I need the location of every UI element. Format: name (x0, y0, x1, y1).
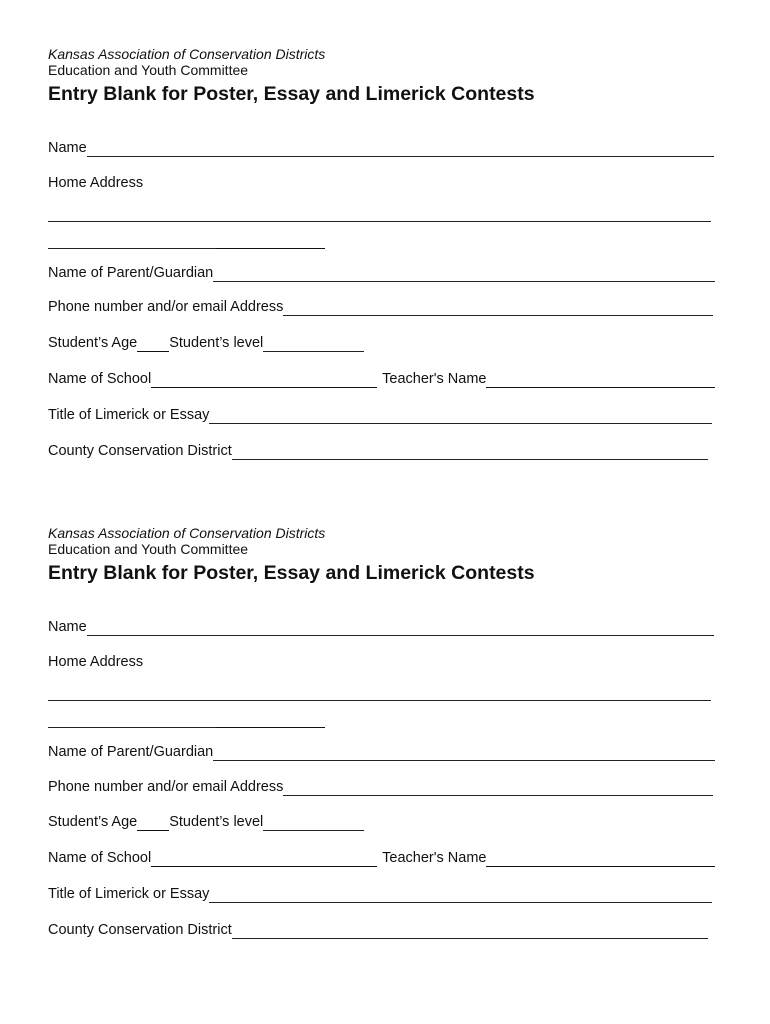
title-row (48, 886, 712, 903)
school-label: Name of School (48, 371, 152, 387)
teacher-label: Teacher's Name (382, 850, 487, 866)
age-field[interactable] (137, 338, 169, 352)
teacher-label: Teacher's Name (382, 371, 487, 387)
school-teacher-row (48, 850, 715, 867)
organization-name: Kansas Association of Conservation Districts (48, 46, 326, 62)
address-line-1-row (48, 205, 711, 222)
level-field[interactable] (263, 338, 364, 352)
committee-name: Education and Youth Committee (48, 62, 249, 78)
age-label: Student’s Age (48, 814, 138, 830)
age-label: Student’s Age (48, 335, 138, 351)
phone-label: Phone number and/or email Address (48, 299, 284, 315)
teacher-field[interactable] (486, 853, 715, 867)
home-address-row (48, 175, 143, 192)
address-line-2-extension[interactable] (216, 235, 325, 249)
limerick-title-label: Title of Limerick or Essay (48, 407, 210, 423)
form-title: Entry Blank for Poster, Essay and Limerick Contests (48, 83, 535, 105)
phone-label: Phone number and/or email Address (48, 779, 284, 795)
phone-field[interactable] (283, 302, 713, 316)
phone-row (48, 779, 713, 796)
teacher-field[interactable] (486, 374, 715, 388)
name-field[interactable] (87, 143, 714, 157)
level-label: Student’s level (169, 335, 264, 351)
parent-field[interactable] (213, 268, 715, 282)
level-label: Student’s level (169, 814, 264, 830)
phone-field[interactable] (283, 782, 713, 796)
name-label: Name (48, 140, 87, 156)
limerick-title-label: Title of Limerick or Essay (48, 886, 210, 902)
address-line-2-field[interactable] (48, 714, 216, 728)
address-line-1-field[interactable] (48, 208, 711, 222)
address-line-1-row (48, 684, 711, 701)
county-label: County Conservation District (48, 443, 232, 459)
school-field[interactable] (151, 374, 377, 388)
limerick-title-field[interactable] (209, 410, 712, 424)
name-field[interactable] (87, 622, 714, 636)
home-address-label: Home Address (48, 654, 144, 670)
age-level-row (48, 814, 364, 831)
county-row (48, 443, 708, 460)
limerick-title-field[interactable] (209, 889, 712, 903)
county-field[interactable] (232, 925, 708, 939)
parent-label: Name of Parent/Guardian (48, 265, 214, 281)
school-label: Name of School (48, 850, 152, 866)
address-line-2-field[interactable] (48, 235, 216, 249)
committee-name: Education and Youth Committee (48, 541, 249, 557)
age-field[interactable] (137, 817, 169, 831)
title-row (48, 407, 712, 424)
county-label: County Conservation District (48, 922, 232, 938)
school-teacher-row (48, 371, 715, 388)
parent-field[interactable] (213, 747, 715, 761)
home-address-row (48, 654, 143, 671)
school-field[interactable] (151, 853, 377, 867)
phone-row (48, 299, 713, 316)
county-row (48, 922, 708, 939)
organization-name: Kansas Association of Conservation Districts (48, 525, 326, 541)
level-field[interactable] (263, 817, 364, 831)
county-field[interactable] (232, 446, 708, 460)
name-label: Name (48, 619, 87, 635)
home-address-label: Home Address (48, 175, 144, 191)
entry-form-1 (48, 46, 716, 459)
address-line-2-extension[interactable] (216, 714, 325, 728)
parent-row (48, 265, 715, 282)
name-row (48, 140, 714, 157)
name-row (48, 619, 714, 636)
entry-form-2 (48, 525, 716, 938)
form-title: Entry Blank for Poster, Essay and Limerick Contests (48, 562, 535, 584)
address-line-1-field[interactable] (48, 687, 711, 701)
address-line-2-row (48, 232, 325, 249)
age-level-row (48, 335, 364, 352)
address-line-2-row (48, 711, 325, 728)
parent-row (48, 744, 715, 761)
parent-label: Name of Parent/Guardian (48, 744, 214, 760)
